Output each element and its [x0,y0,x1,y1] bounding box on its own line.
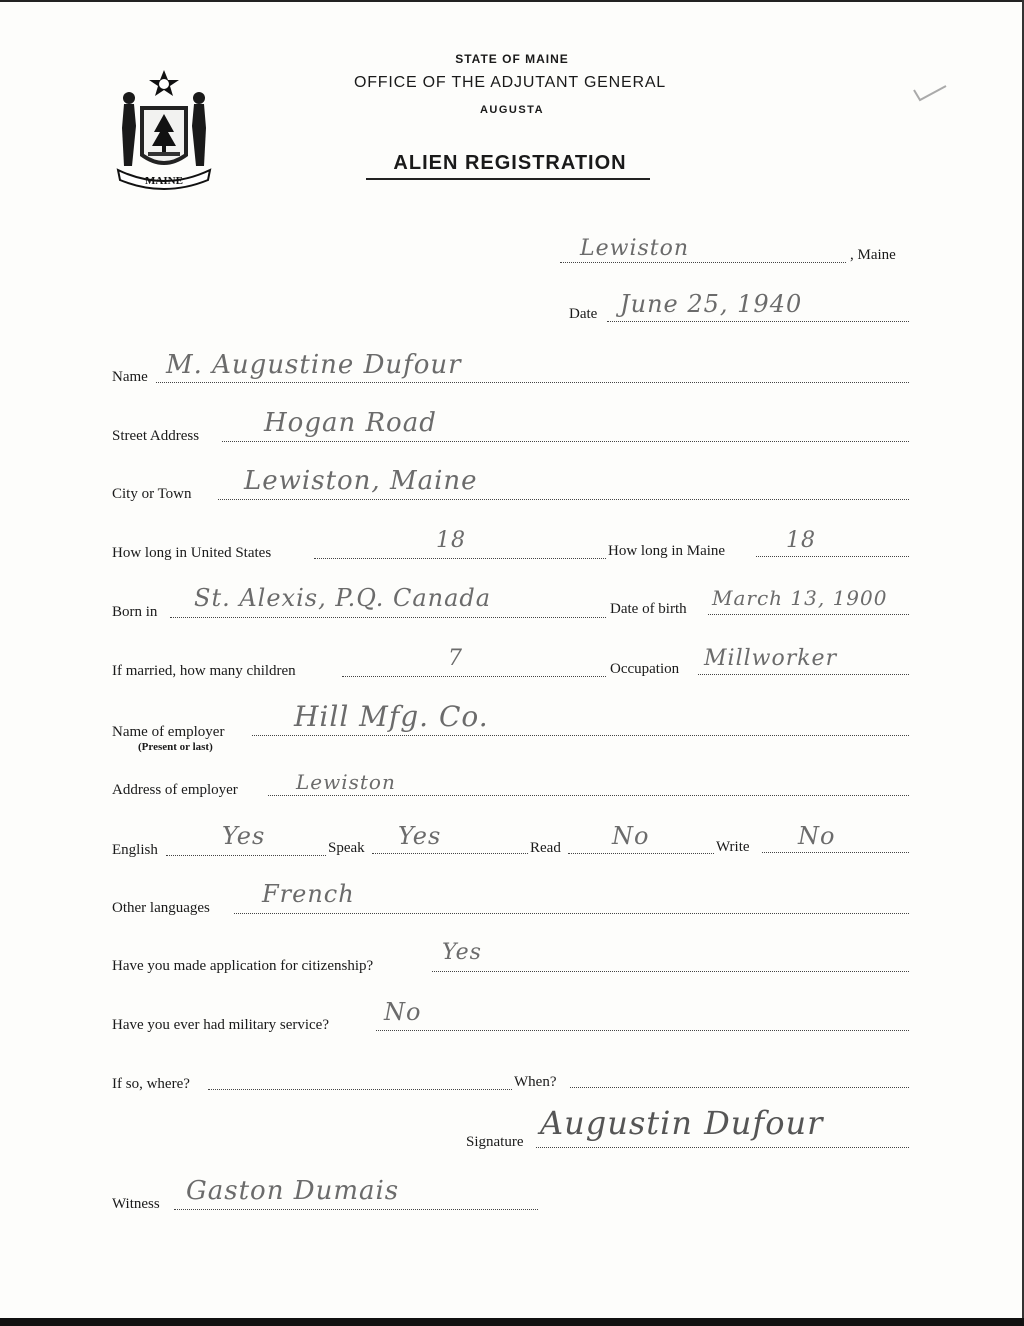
occupation-value: Millworker [704,646,838,671]
witness-value: Gaston Dumais [186,1176,400,1206]
name-label: Name [112,369,148,385]
english-line [166,855,326,856]
employer-address-value: Lewiston [296,770,396,794]
street-value: Hogan Road [264,408,437,438]
children-line [342,676,606,677]
employer-address-label: Address of employer [112,782,238,798]
write-value: No [798,822,836,850]
city-line [218,499,909,500]
street-line [222,441,909,442]
how-long-us-line [314,558,606,559]
born-in-line [170,617,606,618]
how-long-maine-value: 18 [786,528,816,553]
read-line [568,853,714,854]
how-long-maine-line [756,556,909,557]
children-label: If married, how many children [112,663,296,679]
write-line [762,852,909,853]
employer-label: Name of employer [112,724,225,740]
seal-banner-text: MAINE [145,175,183,187]
date-of-birth-line [708,614,909,615]
other-languages-label: Other languages [112,900,210,916]
speak-value: Yes [398,822,442,850]
english-value: Yes [222,822,266,850]
employer-line [252,735,909,736]
military-value: No [384,998,422,1026]
street-label: Street Address [112,428,200,444]
occupation-line [698,674,909,675]
state-seal-icon [110,66,218,194]
city-label: City or Town [112,486,192,502]
how-long-us-label: How long in United States [112,545,272,561]
write-label: Write [716,839,750,855]
speak-line [372,853,528,854]
witness-line [174,1209,538,1210]
english-label: English [112,842,158,858]
born-in-value: St. Alexis, P.Q. Canada [194,584,492,612]
citizenship-line [432,971,909,972]
date-of-birth-value: March 13, 1900 [712,586,888,610]
citizenship-value: Yes [442,940,482,965]
city-value: Lewiston, Maine [244,466,478,496]
date-value: June 25, 1940 [620,290,803,318]
read-label: Read [530,840,561,856]
witness-label: Witness [112,1196,160,1212]
where-line [208,1089,512,1090]
place-line [560,262,846,263]
date-of-birth-label: Date of birth [610,601,687,617]
date-label: Date [569,306,598,322]
name-line [156,382,909,383]
maine-label: , Maine [850,247,896,263]
children-value: 7 [448,646,463,671]
header-state: STATE OF MAINE [455,52,569,66]
read-value: No [612,822,650,850]
military-line [376,1030,909,1031]
header-city: AUGUSTA [479,104,545,116]
military-label: Have you ever had military service? [112,1017,329,1033]
date-line [607,321,909,322]
place-value: Lewiston [580,236,690,261]
how-long-us-value: 18 [436,528,466,553]
other-languages-line [234,913,909,914]
header-office: OFFICE OF THE ADJUTANT GENERAL [353,74,667,91]
speak-label: Speak [328,840,365,856]
citizenship-label: Have you made application for citizenship? [112,958,374,974]
signature-line [536,1147,909,1148]
how-long-maine-label: How long in Maine [608,543,726,559]
where-label: If so, where? [112,1076,190,1092]
employer-value: Hill Mfg. Co. [294,700,489,733]
other-languages-value: French [262,880,355,908]
when-line [570,1087,909,1088]
occupation-label: Occupation [610,661,680,677]
born-in-label: Born in [112,604,158,620]
checkmark-icon [912,84,948,104]
scan-border-bottom [0,1318,1024,1326]
when-label: When? [514,1074,557,1090]
name-value: M. Augustine Dufour [166,350,462,380]
signature-label: Signature [466,1134,524,1150]
form-title: ALIEN REGISTRATION [393,152,627,174]
title-underline [366,178,650,180]
scan-border-top [0,0,1024,2]
employer-note: (Present or last) [138,741,213,753]
signature-value: Augustin Dufour [540,1104,824,1142]
employer-address-line [268,795,909,796]
